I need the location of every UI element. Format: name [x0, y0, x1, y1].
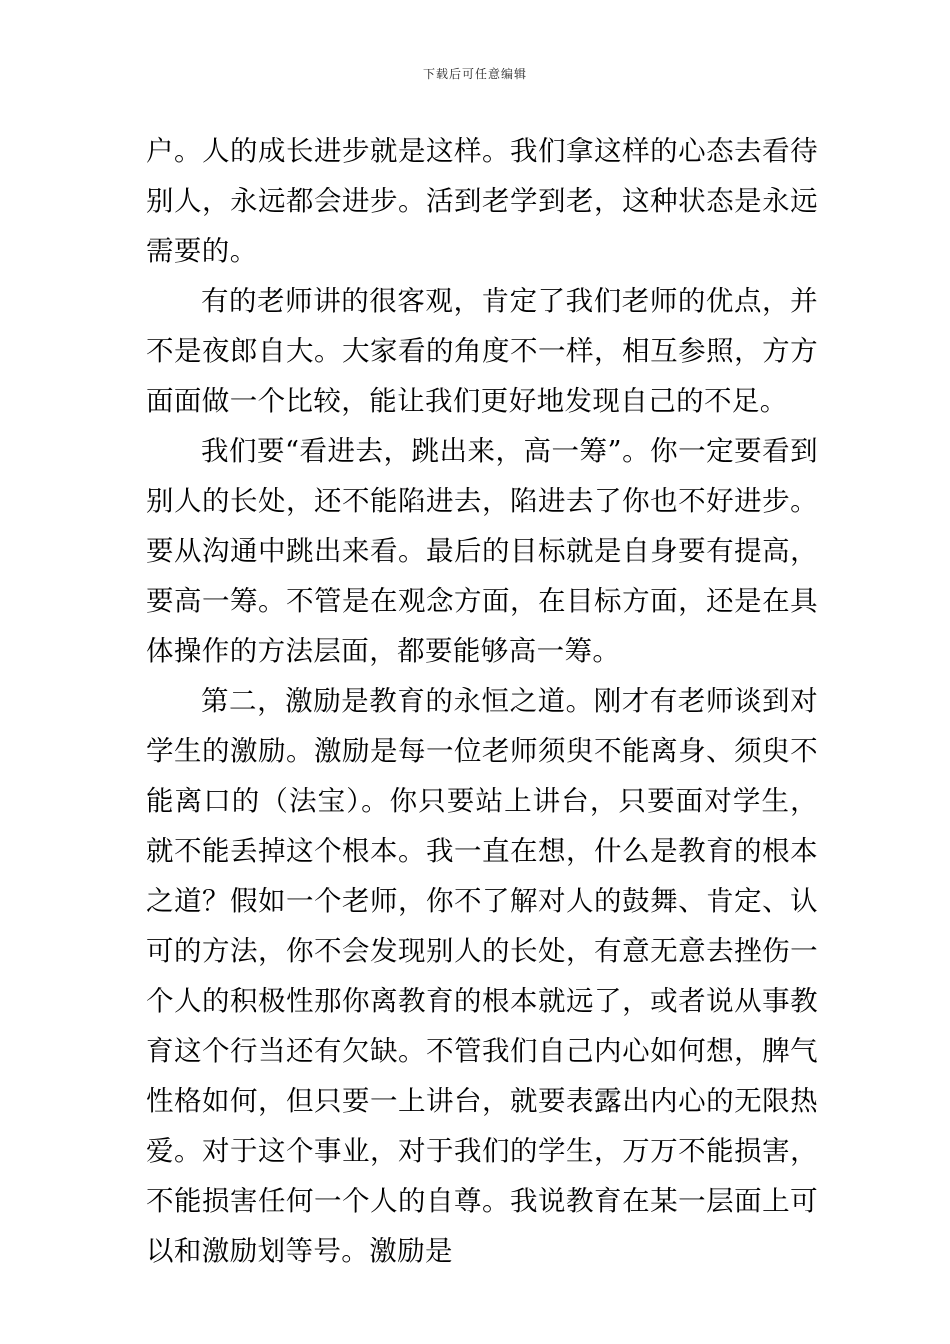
- paragraph-continued: 户。人的成长进步就是这样。我们拿这样的心态去看待别人，永远都会进步。活到老学到老，这种状态是永远需要的。: [146, 135, 818, 267]
- page-header: 下载后可任意编辑: [422, 67, 527, 81]
- document-body: [146, 126, 818, 1276]
- paragraph: 我们要“看进去，跳出来，高一筹”。你一定要看到别人的长处，还不能陷进去，陷进去了你也不好进步。要从沟通中跳出来看。最后的目标就是自身要有提高，要高一筹。不管是在观念方面，在目标方面，还是在具体操作的方法层面，都要能够高一筹。: [146, 435, 818, 667]
- paragraph: 第二，激励是教育的永恒之道。刚才有老师谈到对学生的激励。激励是每一位老师须臾不能离身、须臾不能离口的（法宝）。你只要站上讲台，只要面对学生，就不能丢掉这个根本。我一直在想，什么是教育的根本之道？假如一个老师，你不了解对人的鼓舞、肯定、认可的方法，你不会发现别人的长处，有意无意去挫伤一个人的积极性那你离教育的根本就远了，或者说从事教育这个行当还有欠缺。不管我们自己内心如何想，脾气性格如何，但只要一上讲台，就要表露出内心的无限热爱。对于这个事业，对于我们的学生，万万不能损害，不能损害任何一个人的自尊。我说教育在某一层面上可以和激励划等号。激励是: [146, 685, 818, 1267]
- paragraph: 有的老师讲的很客观，肯定了我们老师的优点，并不是夜郎自大。大家看的角度不一样，相互参照，方方面面做一个比较，能让我们更好地发现自己的不足。: [146, 285, 818, 417]
